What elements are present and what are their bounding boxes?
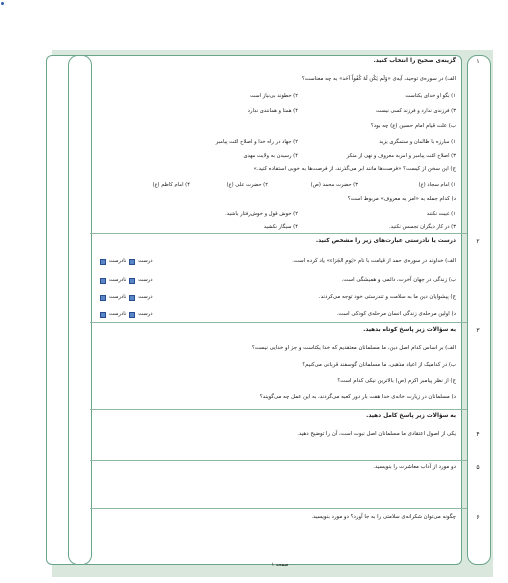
question-text: ج) از نظر پیامبر اکرم (ص) بالاترین نیکی کدام است؟ <box>337 378 456 384</box>
question-text: الف) در سوره‌ی توحید، آیه‌ی «وَلَم یَکُن لَهُ کُفُواً اَحَد» به چه معناست؟ <box>301 76 456 82</box>
true-checkbox[interactable] <box>129 295 135 301</box>
true-checkbox[interactable] <box>129 259 135 265</box>
false-checkbox[interactable] <box>100 259 106 265</box>
question-text: دو مورد از آداب معاشرت را بنویسید. <box>373 464 456 470</box>
true-label: درست <box>138 294 153 300</box>
statement: د) اولین مرحله‌ی زندگی انسان مرحله‌ی کودکی است. <box>336 311 456 317</box>
option: ۳) اصلاح امّت پیامبر و امربه معروف و نهی از منکر <box>346 153 456 159</box>
content-frame <box>46 55 462 565</box>
corner-dot <box>1 2 4 5</box>
false-label: نادرست <box>109 294 127 300</box>
statement: ب) زندگی در جهان آخرت، دائمی و همیشگی است. <box>341 277 456 283</box>
question-text: یکی از اصول اعتقادی ما مسلمانان اصل نبوت است، آن را توضیح دهید. <box>297 431 456 437</box>
question-title: به سؤالات زیر پاسخ کامل دهید. <box>366 413 456 419</box>
true-false-choice <box>100 294 153 301</box>
question-number: ۴ <box>476 431 480 438</box>
true-label: درست <box>138 277 153 283</box>
option: ۱) امام سجاد (ع) <box>418 182 456 188</box>
question-title: به سؤالات زیر پاسخ کوتاه بدهید. <box>363 327 456 333</box>
row-divider <box>90 508 467 509</box>
option: ۱) غیبت نکنند <box>426 211 456 217</box>
row-divider <box>90 460 467 461</box>
true-false-choice <box>100 277 153 284</box>
false-checkbox[interactable] <box>100 278 106 284</box>
question-text: د) کدام جمله به «امر به معروف» مربوط است؟ <box>347 196 456 202</box>
question-text: د) مسلمانان در زیارت خانه‌ی خدا هفت بار دور کعبه می‌گردند، به این عمل چه می‌گویند؟ <box>259 394 456 400</box>
question-number-column <box>467 55 491 565</box>
question-title: گزینه‌ی صحیح را انتخاب کنید. <box>373 58 456 64</box>
option: ۲) خوش قول و خوش‌رفتار باشید. <box>225 211 298 217</box>
row-divider <box>90 409 467 410</box>
false-label: نادرست <box>109 258 127 264</box>
question-number: ۳ <box>476 327 480 334</box>
option: ۲) خطوند بی‌نیاز است <box>250 93 298 99</box>
false-label: نادرست <box>109 277 127 283</box>
question-number: ۲ <box>476 238 480 245</box>
true-label: درست <box>138 258 153 264</box>
statement: ج) پیشوایان دین ما به سلامت و تندرستی خود توجه می‌کردند. <box>318 294 456 300</box>
true-false-choice <box>100 258 153 265</box>
true-checkbox[interactable] <box>129 312 135 318</box>
option: ۴) امام کاظم (ع) <box>152 182 190 188</box>
score-column <box>68 55 92 565</box>
question-number: ۱ <box>476 58 480 65</box>
question-text: ب) علت قیام امام حسین (ع) چه بود؟ <box>370 123 456 129</box>
option: ۴) سیگار نکشید <box>263 224 298 230</box>
row-divider <box>90 233 467 234</box>
question-text: ج) این سخن از کیست؟ «فرصت‌ها مانند ابر می‌گذرند، از فرصت‌ها به خوبی استفاده کنید.» <box>253 166 456 172</box>
row-divider <box>90 322 467 323</box>
option: ۲) جهاد در راه خدا و اصلاح امّت پیامبر <box>215 139 298 145</box>
question-text: الف) بر اساس کدام اصل دین، ما مسلمانان معتقدیم که خدا یکتاست و جز او خدایی نیست؟ <box>251 345 456 351</box>
option: ۲) حضرت علی (ع) <box>226 182 268 188</box>
true-label: درست <box>138 311 153 317</box>
false-label: نادرست <box>109 311 127 317</box>
option: ۳) فرزندی ندارد و فرزند کسی نیست <box>376 108 456 114</box>
option: ۴) رسیدن به ولایت مهدی <box>243 153 298 159</box>
option: ۴) همتا و همانندی ندارد <box>247 108 298 114</box>
question-number: ۶ <box>476 514 480 521</box>
option: ۳) حضرت محمد (ص) <box>310 182 358 188</box>
statement: الف) خداوند در سوره‌ی حمد از قیامت با نام «یَومِ الجَزاء» یاد کرده است. <box>292 258 456 264</box>
true-checkbox[interactable] <box>129 278 135 284</box>
page-footer: صفحه ۱ <box>271 562 289 568</box>
false-checkbox[interactable] <box>100 295 106 301</box>
true-false-choice <box>100 311 153 318</box>
question-number: ۵ <box>476 464 480 471</box>
question-text: چگونه می‌توان شکرانه‌ی سلامتی را به جا آورد؟ دو مورد بنویسید. <box>311 514 456 520</box>
false-checkbox[interactable] <box>100 312 106 318</box>
question-title: درست یا نادرستی عبارت‌های زیر را مشخص کنید. <box>315 238 456 244</box>
option: ۱) مبارزه با ظالمان و ستمگری یزید <box>379 139 456 145</box>
option: ۳) در کار دیگران تجسس نکنید. <box>388 224 456 230</box>
option: ۱) بگو او خدای یکتاست <box>405 93 456 99</box>
question-text: ب) در کدامیک از اعیاد مذهبی، ما مسلمانان گوسفند قربانی می‌کنیم؟ <box>302 362 456 368</box>
